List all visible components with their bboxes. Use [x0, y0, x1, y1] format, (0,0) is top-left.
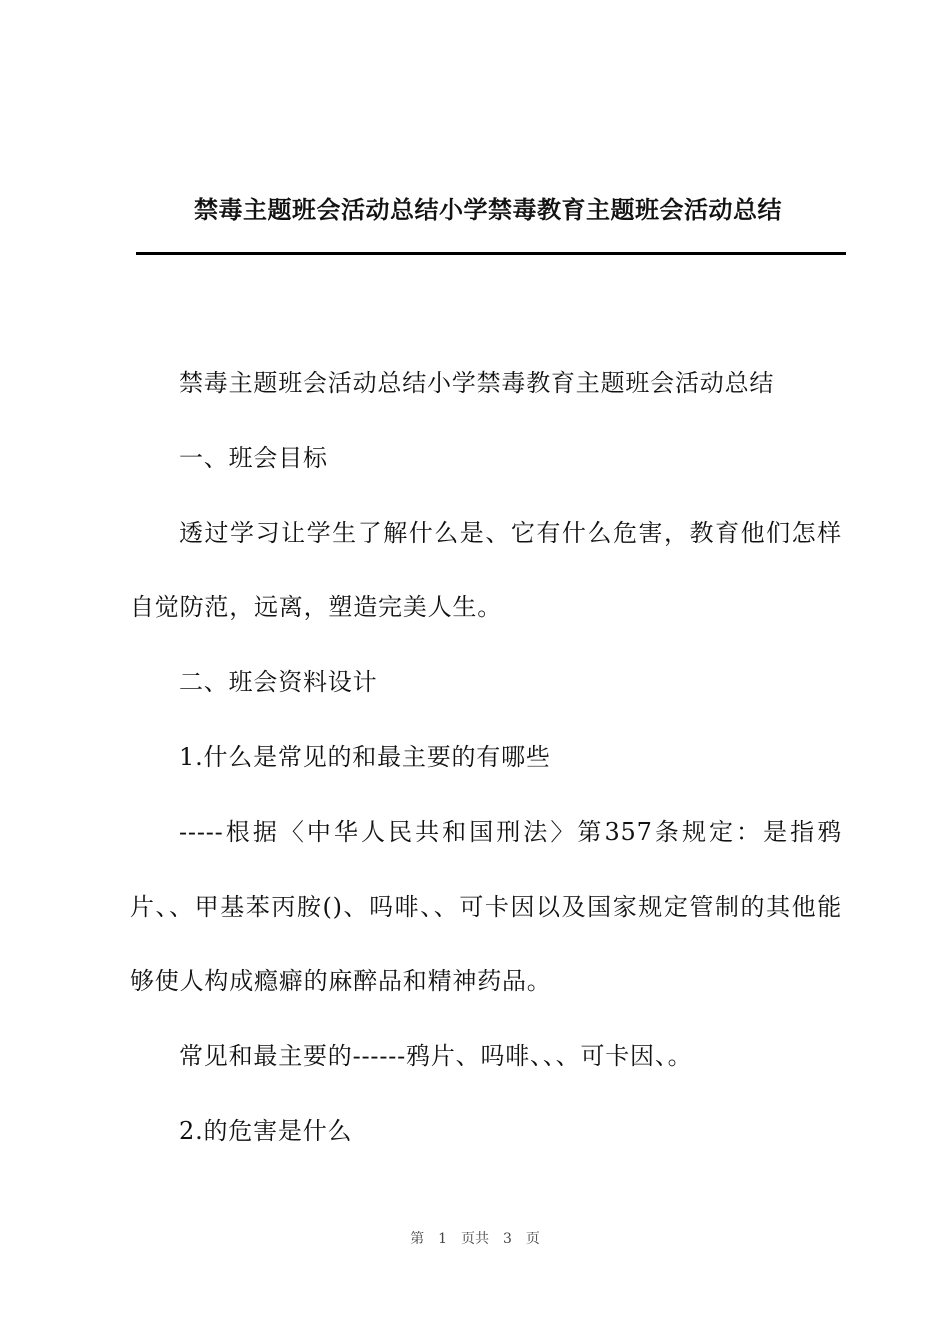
footer-total-pages: 3 [503, 1231, 512, 1247]
paragraph-heading: 禁毒主题班会活动总结小学禁毒教育主题班会活动总结 [179, 369, 775, 397]
paragraph-question-1: 1.什么是常见的和最主要的有哪些 [179, 742, 551, 771]
paragraph-definition: -----根据〈中华人民共和国刑法〉第357条规定：是指鸦片、、甲基苯丙胺()、吗啡、、可卡因以及国家规定管制的其他能够使人构成瘾癖的麻醉品和精神药品。 [130, 817, 842, 996]
paragraph-section-2-heading: 二、班会资料设计 [179, 668, 378, 697]
footer-suffix: 页 [525, 1231, 540, 1247]
document-title: 禁毒主题班会活动总结小学禁毒教育主题班会活动总结 [194, 196, 782, 224]
paragraph-goal: 透过学习让学生了解什么是、它有什么危害，教育他们怎样自觉防范，远离，塑造完美人生。 [130, 518, 842, 622]
document-body [130, 346, 842, 1169]
paragraph-question-2: 2.的危害是什么 [179, 1116, 353, 1145]
page-footer [0, 1229, 950, 1249]
title-divider [136, 252, 846, 255]
footer-prefix: 第 [410, 1231, 425, 1247]
paragraph-section-1-heading: 一、班会目标 [179, 443, 328, 472]
footer-current-page: 1 [438, 1231, 447, 1247]
paragraph-common-types: 常见和最主要的------鸦片、吗啡、、、可卡因、。 [179, 1042, 693, 1071]
footer-middle: 页共 [461, 1231, 489, 1247]
